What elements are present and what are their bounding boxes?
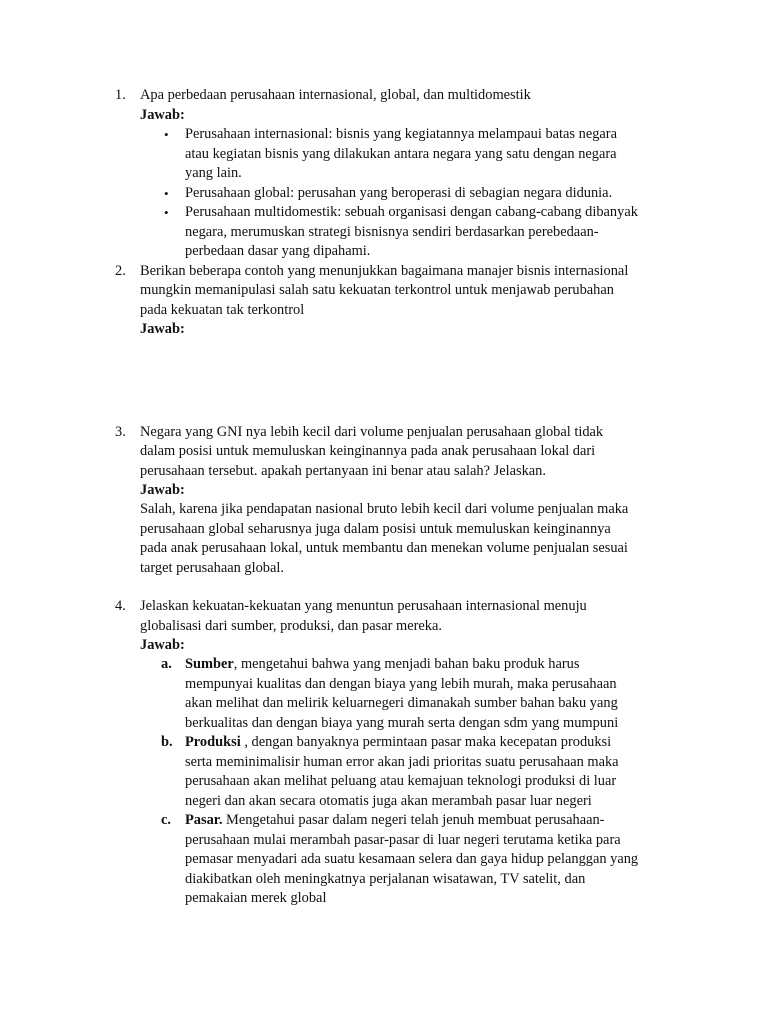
question-1-bullet-3-line-1: Perusahaan multidomestik: sebuah organisasi dengan cabang-cabang dibanyak [185,204,638,220]
question-1-answer-label: Jawab: [140,107,185,123]
item-c-term: Pasar. [185,812,223,828]
bullet-icon: • [164,186,169,201]
item-b-line-3: perusahaan akan melihat peluang atau kemajuan teknologi produksi di luar [185,773,617,789]
item-b-line-4: negeri dan akan secara otomatis juga akan merambah pasar luar negeri [185,793,592,809]
item-a-first-line-rest: , mengetahui bahwa yang menjadi bahan baku produk harus [233,656,580,672]
question-1-number: 1. [115,87,126,103]
question-3-answer-line-2: perusahaan global seharusnya juga dalam posisi untuk memuluskan keinginannya [140,521,611,537]
item-c-line-4: diakibatkan oleh meningkatnya perjalanan wisatawan, TV satelit, dan [185,871,586,887]
question-1-bullet-1-line-2: atau kegiatan bisnis yang dilakukan antara negara yang satu dengan negara [185,146,617,162]
item-c-letter: c. [161,812,171,828]
question-1-bullet-1-line-3: yang lain. [185,165,242,181]
question-3-line-3: perusahaan tersebut. apakah pertanyaan ini benar atau salah? Jelaskan. [140,463,546,479]
question-2-number: 2. [115,263,126,279]
item-a-letter: a. [161,656,172,672]
question-4-line-1: Jelaskan kekuatan-kekuatan yang menuntun perusahaan internasional menuju [140,598,587,614]
question-3-answer-line-4: target perusahaan global. [140,560,284,576]
item-c-line-5: pemakaian merek global [185,890,327,906]
question-1-text: Apa perbedaan perusahaan internasional, global, dan multidomestik [140,87,531,103]
question-1-bullet-3-line-3: perbedaan dasar yang dipahami. [185,243,371,259]
item-b-first-line-rest: , dengan banyaknya permintaan pasar maka kecepatan produksi [240,734,612,750]
question-4-number: 4. [115,598,126,614]
item-c-line-1 [185,811,604,831]
question-3-number: 3. [115,424,126,440]
question-1-bullet-1-line-1: Perusahaan internasional: bisnis yang kegiatannya melampaui batas negara [185,126,617,142]
bullet-icon: • [164,127,169,142]
question-4-answer-label: Jawab: [140,637,185,653]
item-a-line-4: berkualitas dan dengan biaya yang murah serta dengan sdm yang mumpuni [185,715,619,731]
item-c-first-line-rest: Mengetahui pasar dalam negeri telah jenuh membuat perusahaan- [222,812,605,828]
item-a-line-1 [185,655,579,675]
item-b-letter: b. [161,734,173,750]
item-b-line-1 [185,733,611,753]
item-a-line-2: mempunyai kualitas dan dengan biaya yang lebih murah, maka perusahaan [185,676,617,692]
item-b-term: Produksi [185,734,241,750]
question-1-bullet-2-line-1: Perusahaan global: perusahan yang beroperasi di sebagian negara didunia. [185,185,613,201]
question-3-answer-line-3: pada anak perusahaan lokal, untuk membantu dan menekan volume penjualan sesuai [140,540,628,556]
question-3-answer-line-1: Salah, karena jika pendapatan nasional bruto lebih kecil dari volume penjualan maka [140,501,629,517]
question-2-line-1: Berikan beberapa contoh yang menunjukkan bagaimana manajer bisnis internasional [140,263,629,279]
item-c-line-3: pemasar menyadari ada suatu kesamaan selera dan gaya hidup pelanggan yang [185,851,639,867]
question-4-line-2: globalisasi dari sumber, produksi, dan pasar mereka. [140,618,442,634]
question-2-line-2: mungkin memanipulasi salah satu kekuatan terkontrol untuk menjawab perubahan [140,282,614,298]
question-3-answer-label: Jawab: [140,482,185,498]
item-a-line-3: akan melihat dan melirik keluarnegeri dimanakah sumber bahan baku yang [185,695,618,711]
question-2-answer-label: Jawab: [140,321,185,337]
item-b-line-2: serta meminimalisir human error akan jadi prioritas suatu perusahaan maka [185,754,619,770]
item-c-line-2: perusahaan mulai merambah pasar-pasar di luar negeri terutama ketika para [185,832,621,848]
question-2-line-3: pada kekuatan tak terkontrol [140,302,305,318]
bullet-icon: • [164,205,169,220]
question-1-bullet-3-line-2: negara, merumuskan strategi bisnisnya sendiri berdasarkan perebedaan- [185,224,599,240]
question-3-line-2: dalam posisi untuk memuluskan keinginannya pada anak perusahaan lokal dari [140,443,596,459]
item-a-term: Sumber [185,656,234,672]
question-3-line-1: Negara yang GNI nya lebih kecil dari volume penjualan perusahaan global tidak [140,424,604,440]
